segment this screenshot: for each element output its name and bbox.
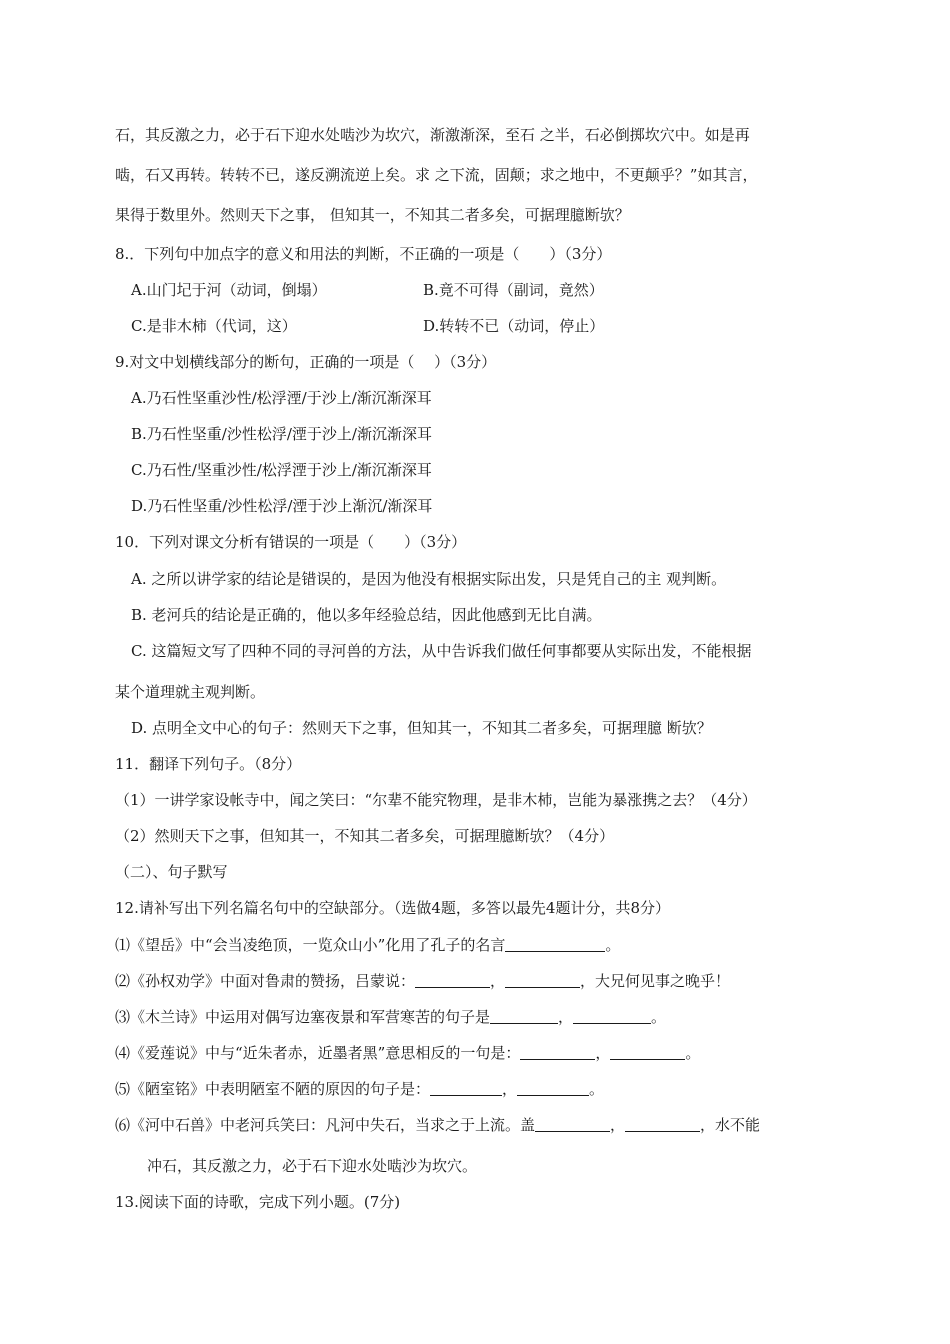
option-a: A.乃石性坚重沙性/松浮湮/于沙上/渐沉渐深耳: [131, 389, 432, 407]
passage-line: 石，其反激之力，必于石下迎水处啮沙为坎穴，渐激渐深，至石 之半，石必倒掷坎穴中。如是再: [115, 126, 750, 144]
item-text: ⑷《爱莲说》中与“近朱者赤，近墨者黑”意思相反的一句是：: [115, 1044, 521, 1062]
fill-item-6-continued: 冲石，其反激之力，必于石下迎水处啮沙为坎穴。: [147, 1157, 478, 1175]
answer-blank[interactable]: [415, 971, 490, 988]
option-a: A. 之所以讲学家的结论是错误的，是因为他没有根据实际出发，只是凭自己的主 观判断。: [131, 570, 727, 588]
item-text: ⑵《孙权劝学》中面对鲁肃的赞扬，吕蒙说：: [115, 972, 416, 990]
question-11-stem: 11．翻译下列句子。（8分）: [115, 755, 302, 773]
option-a: A.山门圮于河（动词，倒塌）: [131, 281, 327, 299]
item-text: 。: [651, 1008, 667, 1026]
item-text: ⑴《望岳》中“会当凌绝顶，一览众山小”化用了孔子的名言: [115, 936, 506, 954]
answer-blank[interactable]: [573, 1007, 651, 1024]
question-12-stem: 12.请补写出下列名篇名句中的空缺部分。（选做4题，多答以最先4题计分，共8分）: [115, 899, 670, 917]
item-text: ，: [502, 1080, 518, 1098]
item-text: ，: [595, 1044, 611, 1062]
question-9-stem: 9.对文中划横线部分的断句，正确的一项是（ ）（3分）: [115, 353, 497, 371]
question-13-stem: 13.阅读下面的诗歌，完成下列小题。(7分): [115, 1193, 401, 1211]
answer-blank[interactable]: [490, 1007, 558, 1024]
item-text: ⑶《木兰诗》中运用对偶写边塞夜景和军营寒苦的句子是: [115, 1008, 491, 1026]
answer-blank[interactable]: [505, 971, 580, 988]
passage-line: 啮，石又再转。转转不已，遂反溯流逆上矣。求 之下流，固颠；求之地中，不更颠乎？”如其言，: [115, 166, 758, 184]
item-text: 。: [605, 936, 621, 954]
answer-blank[interactable]: [610, 1043, 685, 1060]
fill-item-6: [115, 1115, 760, 1135]
item-text: ，: [610, 1116, 626, 1134]
option-b: B. 老河兵的结论是正确的，他以多年经验总结，因此他感到无比自满。: [131, 606, 602, 624]
fill-item-1: [115, 935, 620, 955]
passage-line: 果得于数里外。然则天下之事， 但知其一，不知其二者多矣，可据理臆断欤？: [115, 206, 630, 224]
translate-sentence-1: （1）一讲学家设帐寺中，闻之笑曰：“尔辈不能究物理，是非木杮，岂能为暴涨携之去？（4分）: [115, 791, 757, 809]
item-text: ，: [558, 1008, 574, 1026]
option-c: C.乃石性/坚重沙性/松浮湮于沙上/渐沉渐深耳: [131, 461, 432, 479]
option-d: D.乃石性坚重/沙性松浮/湮于沙上渐沉/渐深耳: [131, 497, 433, 515]
answer-blank[interactable]: [505, 935, 605, 952]
question-8-stem: 8.．下列句中加点字的意义和用法的判断，不正确的一项是（ ）（3分）: [115, 245, 612, 263]
option-c: C.是非木柿（代词，这）: [131, 317, 297, 335]
section-title: （二）、句子默写: [115, 863, 228, 881]
option-c: C. 这篇短文写了四种不同的寻河兽的方法，从中告诉我们做任何事都要从实际出发，不能根据: [131, 642, 752, 660]
fill-item-2: [115, 971, 730, 991]
answer-blank[interactable]: [520, 1043, 595, 1060]
item-text: 。: [685, 1044, 701, 1062]
option-b: B.乃石性坚重/沙性松浮/湮于沙上/渐沉渐深耳: [131, 425, 432, 443]
answer-blank[interactable]: [517, 1079, 589, 1096]
item-text: ，: [490, 972, 506, 990]
item-text: 。: [589, 1080, 605, 1098]
option-d: D.转转不已（动词，停止）: [423, 317, 605, 335]
question-10-stem: 10．下列对课文分析有错误的一项是（ ）（3分）: [115, 533, 467, 551]
answer-blank[interactable]: [535, 1115, 610, 1132]
option-d: D. 点明全文中心的句子：然则天下之事，但知其一，不知其二者多矣，可据理臆 断欤？: [131, 719, 712, 737]
item-text: ⑸《陋室铭》中表明陋室不陋的原因的句子是：: [115, 1080, 431, 1098]
item-text: ，水不能: [700, 1116, 761, 1134]
option-c-continued: 某个道理就主观判断。: [115, 683, 266, 701]
option-b: B.竟不可得（副词，竟然）: [423, 281, 604, 299]
fill-item-3: [115, 1007, 666, 1027]
item-text: ，大兄何见事之晚乎！: [580, 972, 731, 990]
item-text: ⑹《河中石兽》中老河兵笑曰：凡河中失石，当求之于上流。盖: [115, 1116, 536, 1134]
fill-item-4: [115, 1043, 700, 1063]
answer-blank[interactable]: [625, 1115, 700, 1132]
translate-sentence-2: （2）然则天下之事，但知其一，不知其二者多矣，可据理臆断欤？（4分）: [115, 827, 615, 845]
fill-item-5: [115, 1079, 604, 1099]
answer-blank[interactable]: [430, 1079, 502, 1096]
